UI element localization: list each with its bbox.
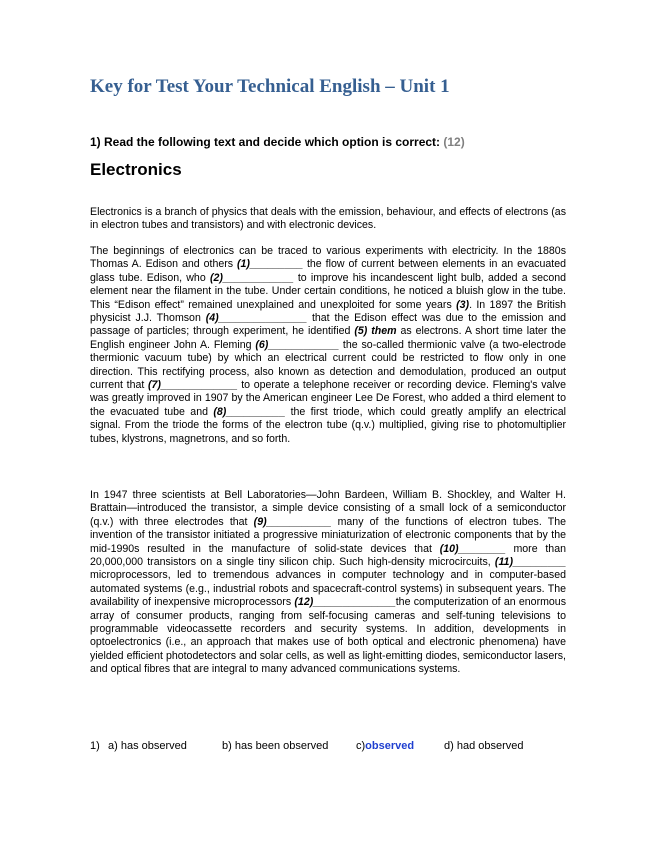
- text-run: the so-called thermionic valve (a two-electrode thermionic vacuum tube) by which an electrical current could be restricted to flow only in one direction. This rectifying process, also known as detection and demodulation, produced an output current that: [90, 338, 566, 392]
- question-number: 1): [90, 740, 100, 752]
- answer-option-b: b) has been observed: [222, 740, 329, 752]
- answer-option-c: [356, 740, 444, 752]
- instruction-text: 1) Read the following text and decide which option is correct:: [90, 135, 444, 149]
- answer-options-row: [90, 740, 524, 752]
- text-run: microprocessors, led to tremendous advances in computer technology and in computer-based automated systems (e.g., industrial robots and spacecraft-control systems) in subsequent years. The availability of inexpensive microprocessors: [90, 569, 566, 609]
- text-run: the computerization of an enormous array of consumer products, ranging from self-focusing cameras and self-tuning televisions to programmable videocassette recorders and security systems. In addition, developments in optoelectronics (i.e., an approach that makes use of both optical and electronic phenomena) have yielded efficient photodetectors and solar cells, as well as light-emitting diodes, semiconductor lasers, and optical fibres that are integral to many advanced communications systems.: [90, 596, 567, 676]
- gap-8: (8)__________: [213, 405, 286, 418]
- text-run: The beginnings of electronics can be traced to various experiments with electricity. In the 1880s Thomas A. Edison and others: [90, 245, 566, 271]
- paragraph-history: [90, 245, 566, 446]
- score-label: (12): [443, 135, 465, 149]
- text-run: to operate a telephone receiver or recording device. Fleming's valve was greatly improved in 1907 by the American engineer Lee De Forest, who added a third element to the evacuated tube and: [90, 379, 566, 418]
- text-run: . In 1897 the British physicist J.J. Thomson: [90, 298, 567, 325]
- gap-10: (10)________: [439, 542, 506, 555]
- correct-answer: observed: [365, 740, 415, 752]
- text-run: that the Edison effect was due to the emission and passage of particles; through experiment, he identified: [90, 312, 566, 338]
- text-run: as electrons. A short time later the English engineer John A. Fleming: [90, 325, 566, 351]
- answer-option-a: a) has observed: [108, 740, 187, 752]
- paragraph-intro: Electronics is a branch of physics that deals with the emission, behaviour, and effects of electrons (as in electron tubes and transistors) and with electronic devices.: [90, 206, 566, 232]
- paragraph-transistor: [90, 489, 566, 677]
- exercise-instruction: [90, 135, 465, 149]
- gap-11: (11)_________: [494, 556, 566, 569]
- gap-3: (3): [456, 298, 470, 311]
- section-heading: Electronics: [90, 160, 182, 179]
- text-run: to improve his incandescent light bulb, added a second element near the filament in the tube. Under certain conditions, he noticed a bluish glow in the tube. This “Edison effect” remained unexplained and unexploited for some years: [90, 271, 566, 311]
- text-run: the first triode, which could greatly amplify an electrical signal. From the triode the forms of the electron tube (q.v.) multiplied, giving rise to photomultiplier tubes, klystrons, magnetrons, and so forth.: [90, 405, 567, 445]
- text-run: the flow of current between elements in an evacuated glass tube. Edison, who: [90, 258, 566, 284]
- text-run: more than 20,000,000 transistors on a single tiny silicon chip. Such high-density microcircuits,: [90, 542, 566, 569]
- gap-2: (2)____________: [209, 271, 294, 284]
- gap-7: (7)_____________: [147, 379, 238, 392]
- gap-12: (12)______________: [294, 596, 396, 609]
- gap-9: (9)___________: [253, 515, 332, 528]
- page-title: Key for Test Your Technical English – Unit 1: [90, 76, 450, 97]
- option-c-prefix: c): [356, 740, 366, 752]
- text-run: many of the functions of electron tubes. The invention of the transistor initiated a progressive miniaturization of electronic components that by the mid-1990s resulted in the manufacture of solid-state devices that: [90, 515, 567, 555]
- gap-6: (6)____________: [255, 338, 340, 351]
- gap-4: (4)_______________: [205, 312, 308, 325]
- text-run: In 1947 three scientists at Bell Laboratories—John Bardeen, William B. Shockley, and Walter H. Brattain—introduced the transistor, a simple device consisting of a small lock of a semiconductor (q.v.) with three electrodes that: [90, 489, 566, 528]
- gap-5: (5) them: [354, 325, 397, 338]
- answer-option-d: d) had observed: [444, 740, 524, 752]
- gap-1: (1)_________: [237, 258, 303, 271]
